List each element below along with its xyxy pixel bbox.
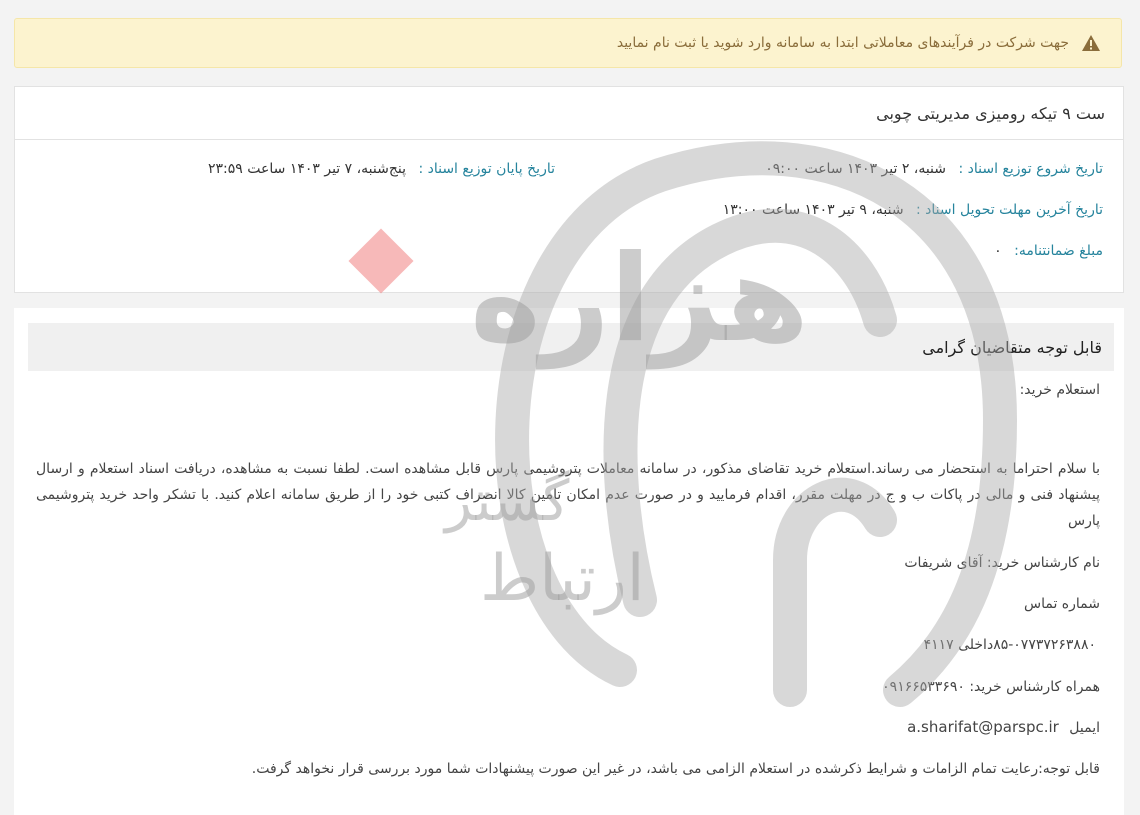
requirements-note: قابل توجه:رعایت تمام الزامات و شرایط ذکرشده در استعلام الزامی می باشد، در غیر این صورت پیشنهادات شما مورد بررسی قرار نخواهد گرفت. (251, 761, 1100, 777)
purchase-expert: نام کارشناس خرید: آقای شریفات (904, 555, 1100, 571)
deadline-value: شنبه، ۹ تیر ۱۴۰۳ ساعت ۱۳:۰۰ (722, 202, 904, 218)
notice-paragraph: با سلام احتراما به استحضار می رساند.استعلام خرید تقاضای مذکور، در سامانه معاملات پتروشیمی پارس قابل مشاهده است. لطفا نسبت به مشاهده، دریافت اسناد استعلام و ارسال پیشنهاد فنی و مالی در پاکات ب و ج در مهلت مقرر، اقدام فرمایید و در صورت عدم امکان تامین کالا انصراف کتبی خود را از طریق سامانه اعلام کنید. با تشکر واحد خرید پتروشیمی پارس (36, 461, 1100, 529)
tender-title: ست ۹ تیکه رومیزی مدیریتی چوبی (15, 87, 1123, 140)
phone-value: ۸۵-۰۷۷۳۷۲۶۳۸۸۰داخلی ۴۱۱۷ (923, 637, 1096, 653)
end-date-row (208, 161, 555, 177)
guarantee-row (994, 243, 1103, 259)
notice-heading: قابل توجه متقاضیان گرامی (28, 323, 1114, 371)
warning-icon (1081, 33, 1101, 53)
guarantee-value: ۰ (994, 243, 1002, 259)
deadline-label: تاریخ آخرین مهلت تحویل اسناد : (916, 202, 1103, 218)
watermark-sub2: ارتباط (480, 542, 645, 616)
watermark-sub: گستر (445, 469, 570, 534)
alert-text: جهت شرکت در فرآیندهای معاملاتی ابتدا به سامانه وارد شوید یا ثبت نام نمایید (616, 35, 1069, 51)
inquiry-label: استعلام خرید: (1019, 382, 1100, 398)
end-date-value: پنج‌شنبه، ۷ تیر ۱۴۰۳ ساعت ۲۳:۵۹ (208, 161, 406, 177)
tender-info-card (14, 86, 1124, 293)
email-value[interactable]: a.sharifat@parspc.ir (907, 718, 1059, 736)
login-alert (14, 18, 1122, 68)
start-date-row (765, 161, 1103, 177)
email-row (907, 714, 1100, 741)
watermark-brand: هزاره (470, 230, 809, 369)
phone-label: شماره تماس (1024, 596, 1100, 612)
end-date-label: تاریخ پایان توزیع اسناد : (418, 161, 555, 177)
expert-mobile: همراه کارشناس خرید: ۰۹۱۶۶۵۳۳۶۹۰ (882, 679, 1100, 695)
deadline-row (723, 202, 1103, 218)
email-label: ایمیل (1069, 720, 1100, 736)
notice-card (14, 308, 1124, 815)
start-date-label: تاریخ شروع توزیع اسناد : (958, 161, 1103, 177)
guarantee-label: مبلغ ضمانتنامه: (1014, 243, 1103, 259)
start-date-value: شنبه، ۲ تیر ۱۴۰۳ ساعت ۰۹:۰۰ (765, 161, 947, 177)
